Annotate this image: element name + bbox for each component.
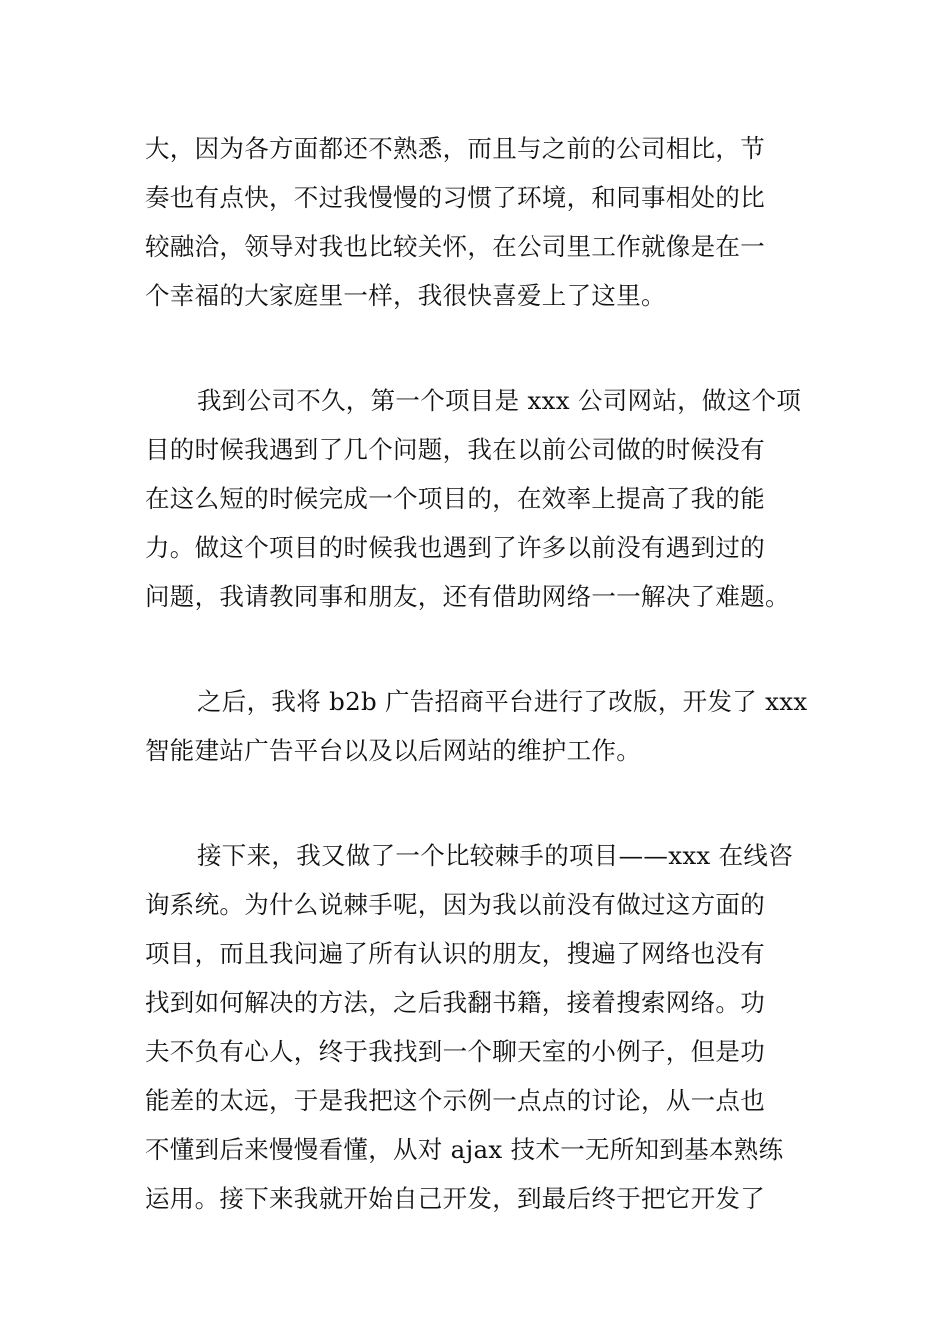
text-line: 我到公司不久，第一个项目是 xxx 公司网站，做这个项: [197, 386, 802, 415]
text-line: 夫不负有心人，终于我找到一个聊天室的小例子，但是功: [145, 1037, 765, 1066]
text-line: 能差的太远，于是我把这个示例一点点的讨论，从一点也: [145, 1086, 765, 1115]
paragraph-4: [145, 831, 810, 1223]
text-line: 询系统。为什么说棘手呢，因为我以前没有做过这方面的: [145, 890, 765, 919]
text-line: 接下来，我又做了一个比较棘手的项目——xxx 在线咨: [197, 841, 794, 870]
text-line: 力。做这个项目的时候我也遇到了许多以前没有遇到过的: [145, 533, 765, 562]
text-line: 找到如何解决的方法，之后我翻书籍，接着搜索网络。功: [145, 988, 765, 1017]
paragraph-spacer: [145, 621, 810, 677]
text-line: 奏也有点快，不过我慢慢的习惯了环境，和同事相处的比: [145, 183, 765, 212]
text-line: 目的时候我遇到了几个问题，我在以前公司做的时候没有: [145, 435, 765, 464]
text-line: 个幸福的大家庭里一样，我很快喜爱上了这里。: [145, 281, 666, 310]
text-line: 智能建站广告平台以及以后网站的维护工作。: [145, 736, 641, 765]
text-line: 问题，我请教同事和朋友，还有借助网络一一解决了难题。: [145, 582, 790, 611]
paragraph-spacer: [145, 320, 810, 376]
text-line: 较融洽，领导对我也比较关怀，在公司里工作就像是在一: [145, 232, 765, 261]
paragraph-spacer: [145, 775, 810, 831]
text-line: 项目，而且我问遍了所有认识的朋友，搜遍了网络也没有: [145, 939, 765, 968]
text-line: 大，因为各方面都还不熟悉，而且与之前的公司相比，节: [145, 134, 765, 163]
text-line: 运用。接下来我就开始自己开发，到最后终于把它开发了: [145, 1184, 765, 1213]
text-line: 不懂到后来慢慢看懂，从对 ajax 技术一无所知到基本熟练: [145, 1135, 784, 1164]
text-line: 在这么短的时候完成一个项目的，在效率上提高了我的能: [145, 484, 765, 513]
paragraph-3: [145, 677, 810, 775]
paragraph-1: [145, 124, 810, 320]
text-line: 之后，我将 b2b 广告招商平台进行了改版，开发了 xxx: [197, 687, 808, 716]
paragraph-2: [145, 376, 810, 621]
document-page: [145, 124, 810, 1223]
